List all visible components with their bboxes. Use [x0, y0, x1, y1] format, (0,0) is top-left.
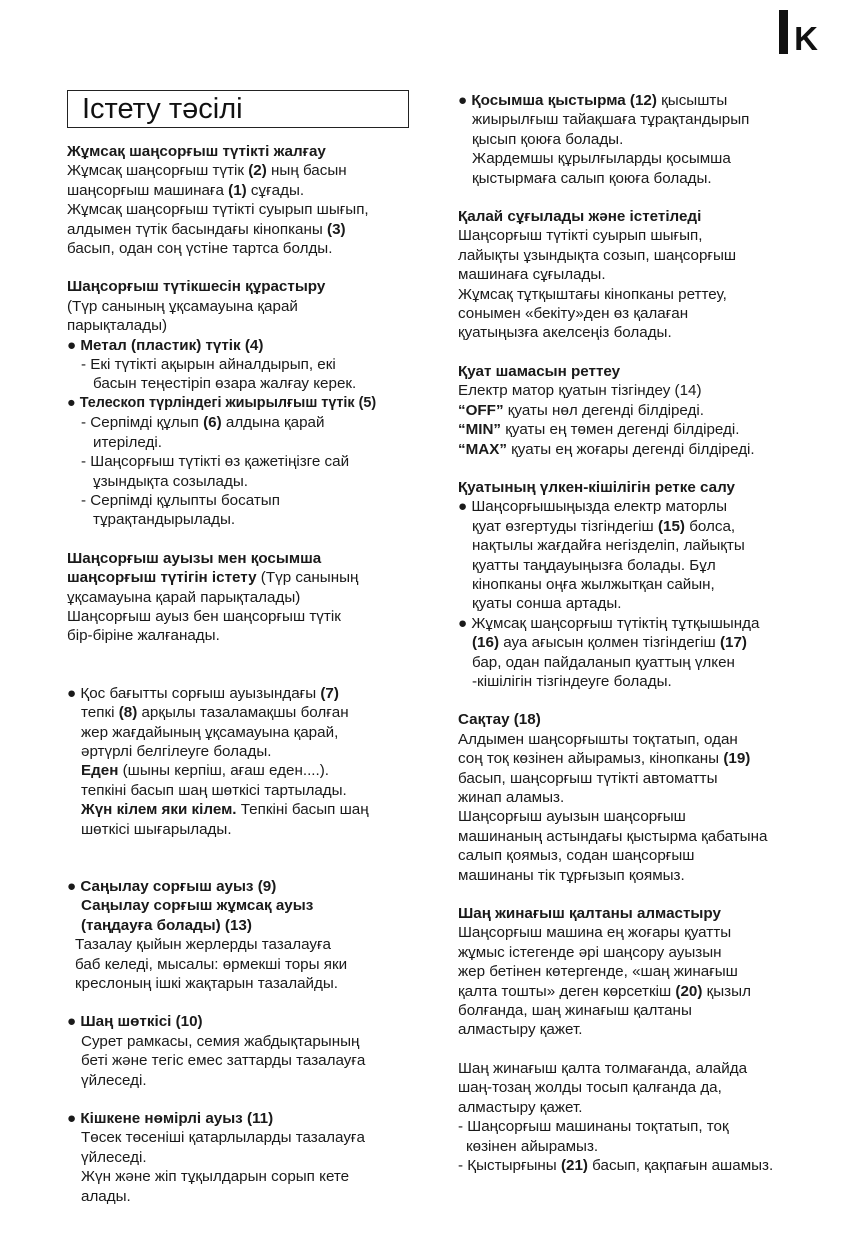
text-line: Шаң жинағыш қалта толмағанда, алайда: [458, 1059, 748, 1077]
text-line: нақтылы жағдайға негізделіп, лайықты: [472, 537, 745, 555]
bullet-heading: Саңылау сорғыш жұмсақ ауыз: [81, 897, 314, 915]
text-line: Електр матор қуатын тізгіндеу (14): [458, 382, 702, 400]
text-line: басын теңестіріп өзара жалғау керек.: [93, 375, 357, 393]
text-line: жиырылғыш тайақшаға тұрақтандырып: [472, 111, 750, 129]
text-line: “MAX” қуаты ең жоғары дегенді білдіреді.: [458, 440, 755, 458]
text-line: ● Қос бағытты сорғыш ауызындағы (7): [67, 684, 339, 702]
section-crevice-nozzle: [67, 877, 437, 993]
section-dust-brush: [67, 1012, 437, 1090]
text-line: жұмыс істегенде әрі шаңсору ауызын: [458, 943, 722, 961]
language-code: K: [794, 20, 818, 57]
section-dust-bag: [458, 904, 828, 1175]
text-line: соң тоқ көзінен айырамыз, кінопканы (19): [458, 750, 751, 768]
text-line: Сурет рамкасы, семия жабдықтарының: [81, 1032, 360, 1050]
text-line: бір-біріне жалғанады.: [67, 627, 220, 645]
language-tab-bar: [779, 10, 788, 54]
text-line: Жүн және жіп тұқылдарын сорып кете: [81, 1168, 350, 1186]
page-title: Істету тәсілі: [67, 90, 409, 128]
text-line: болғанда, шаң жинағыш қалтаны: [458, 1002, 692, 1020]
text-line: тұрақтандырылады.: [93, 511, 236, 529]
text-line: ұқсамауына қарай парықталады): [67, 588, 301, 606]
text-line: тепкіні басып шаң шөткісі тартылады.: [81, 781, 347, 799]
bullet-heading: ● Метал (пластик) түтік (4): [67, 336, 264, 354]
text-line: машинаға сұғылады.: [458, 266, 606, 284]
section-power-adjust: [458, 478, 828, 691]
text-line: Жұмсақ шаңсорғыш түтік (2) ның басын: [67, 162, 347, 180]
text-line: жер жағдайының ұқсамауына қарай,: [81, 723, 339, 741]
text-line: - Шаңсорғыш машинаны тоқтатып, тоқ: [458, 1118, 729, 1136]
right-column: [458, 91, 828, 1194]
section-heading: Шаңсорғыш түтікшесін құрастыру: [67, 278, 326, 296]
text-line: қысып қоюға болады.: [472, 130, 624, 148]
text-line: алдымен түтік басындағы кінопканы (3): [67, 220, 346, 238]
text-line: Шаңсорғыш ауыз бен шаңсорғыш түтік: [67, 607, 341, 625]
text-line: ұзындықта созылады.: [93, 472, 248, 490]
text-line: машинаның астындағы қыстырма қабатына: [458, 827, 768, 845]
text-line: - Қыстырғыны (21) басып, қақпағын ашамыз.: [458, 1156, 774, 1174]
text-line: - Серпімді құлыпты босатып: [81, 491, 280, 509]
text-line: машинаны тік тұрғызып қоямыз.: [458, 866, 685, 884]
section-extra-clip: [458, 91, 828, 188]
text-line: ● Қосымша қыстырма (12) қысышты: [458, 92, 728, 109]
section-heading: Қалай сұғылады және істетіледі: [458, 208, 702, 226]
text-line: үйлеседі.: [81, 1148, 147, 1166]
section-storage: [458, 710, 828, 885]
text-line: “MIN” қуаты ең төмен дегенді білдіреді.: [458, 421, 740, 439]
text-line: салып қоямыз, содан шаңсорғыш: [458, 847, 695, 865]
text-line: “OFF” қуаты нөл дегенді білдіреді.: [458, 401, 704, 419]
text-line: Жұмсақ шаңсорғыш түтікті суырып шығып,: [67, 201, 369, 219]
text-line: Төсек төсеніші қатарлыларды тазалауға: [81, 1129, 365, 1147]
section-heading-cont: шаңсорғыш түтігін істету (Түр санының: [67, 569, 359, 587]
text-line: қуат өзгертуды тізгіндегіш (15) болса,: [472, 517, 736, 535]
text-line: шаңсорғыш машинаға (1) сұғады.: [67, 181, 305, 199]
section-small-nozzle: [67, 1109, 437, 1206]
text-line: жер бетінен көтергенде, «шаң жинағыш: [458, 963, 738, 981]
text-line: итеріледі.: [93, 433, 162, 451]
text-line: сонымен «бекіту»ден өз қалаған: [458, 305, 689, 323]
text-line: Тазалау қыйын жерлерды тазалауға: [75, 936, 331, 954]
section-nozzle-usage: [67, 549, 437, 646]
text-line: - Екі түтікті ақырын айналдырып, екі: [81, 356, 336, 374]
section-heading: Жұмсақ шаңсорғыш түтікті жалғау: [67, 143, 326, 160]
text-line: қуатты таңдауыңызға болады. Бұл: [472, 556, 716, 574]
section-connect-hose: [67, 142, 437, 258]
text-line: Жүн кілем яки кілем. Тепкіні басып шаң: [81, 801, 369, 819]
text-line: қуатыңызға акелсеңіз болады.: [458, 324, 672, 342]
section-dual-nozzle: [67, 684, 437, 839]
text-line: алмастыру қажет.: [458, 1021, 583, 1039]
left-column: [67, 142, 437, 1225]
section-assemble-tube: [67, 277, 437, 529]
section-insert-use: [458, 207, 828, 343]
bullet-heading: ● Шаң шөткісі (10): [67, 1013, 203, 1031]
text-line: Жұмсақ тұтқыштағы кінопканы реттеу,: [458, 285, 727, 303]
text-line: лайықты ұзындықта созып, шаңсорғыш: [458, 246, 737, 264]
section-heading: Сақтау (18): [458, 711, 541, 729]
text-line: Шаңсорғыш машина ең жоғары қуатты: [458, 924, 732, 942]
section-heading: Шаң жинағыш қалтаны алмастыру: [458, 905, 721, 923]
section-heading: Шаңсорғыш ауызы мен қосымша: [67, 549, 322, 567]
text-line: -кішілігін тізгіндеуге болады.: [472, 672, 672, 690]
section-heading: Қуат шамасын реттеу: [458, 362, 621, 380]
text-line: (Түр санының ұқсамауына қарай: [67, 297, 298, 315]
text-line: жинап аламыз.: [458, 789, 565, 806]
text-line: Шаңсорғыш түтікті суырып шығып,: [458, 227, 703, 245]
text-line: Еден (шыны керпіш, ағаш еден....).: [81, 762, 330, 780]
bullet-heading: ● Кішкене нөмірлі ауыз (11): [67, 1110, 274, 1128]
text-line: қалта тошты» деген көрсеткіш (20) қызыл: [458, 982, 751, 1000]
text-line: Жардемшы құрылғыларды қосымша: [472, 150, 731, 168]
text-line: тепкі (8) арқылы тазаламақшы болған: [81, 704, 349, 722]
text-line: ● Жұмсақ шаңсорғыш түтіктің тұтқышында: [458, 614, 760, 632]
language-tab: [779, 10, 818, 57]
text-line: қуаты сонша артады.: [472, 595, 622, 613]
section-heading: Қуатының үлкен-кішілігін ретке салу: [458, 478, 735, 496]
text-line: ● Шаңсорғышыңызда електр маторлы: [458, 498, 727, 516]
text-line: шаң-тозаң жолды тосып қалғанда да,: [458, 1079, 722, 1097]
text-line: (16) ауа ағысын қолмен тізгіндегіш (17): [472, 634, 747, 652]
text-line: Алдымен шаңсорғышты тоқтатып, одан: [458, 730, 738, 748]
text-line: алады.: [81, 1187, 131, 1205]
text-line: басып, шаңсорғыш түтікті автоматты: [458, 769, 718, 787]
text-line: бар, одан пайдаланып қуаттың үлкен: [472, 653, 735, 671]
text-line: әртүрлі белгілеуге болады.: [81, 742, 272, 760]
bullet-heading: (таңдауға болады) (13): [81, 916, 252, 934]
text-line: Шаңсорғыш ауызын шаңсорғыш: [458, 808, 686, 826]
text-line: креслоның ішкі жақтарын тазалайды.: [75, 975, 339, 993]
text-line: алмастыру қажет.: [458, 1098, 583, 1116]
text-line: кінопканы оңға жылжытқан сайын,: [472, 575, 715, 593]
text-line: - Шаңсорғыш түтікті өз қажетіңізге сай: [81, 453, 350, 471]
section-power-level: [458, 362, 828, 459]
text-line: көзінен айырамыз.: [466, 1137, 599, 1155]
bullet-heading: ● Телескоп түрліндегі жиырылғыш түтік (5): [67, 394, 377, 411]
text-line: шөткісі шығарылады.: [81, 820, 232, 838]
bullet-heading: ● Саңылау сорғыш ауыз (9): [67, 878, 277, 895]
text-line: қыстырмаға салып қоюға болады.: [472, 169, 712, 187]
text-line: - Серпімді құлып (6) алдына қарай: [81, 414, 325, 432]
text-line: беті және тегіс емес заттарды тазалауға: [81, 1052, 366, 1070]
text-line: басып, одан соң үстіне тартса болды.: [67, 240, 333, 258]
text-line: үйлеседі.: [81, 1071, 147, 1089]
text-line: парықталады): [67, 317, 168, 335]
text-line: баб келеді, мысалы: өрмекші торы яки: [75, 955, 348, 973]
